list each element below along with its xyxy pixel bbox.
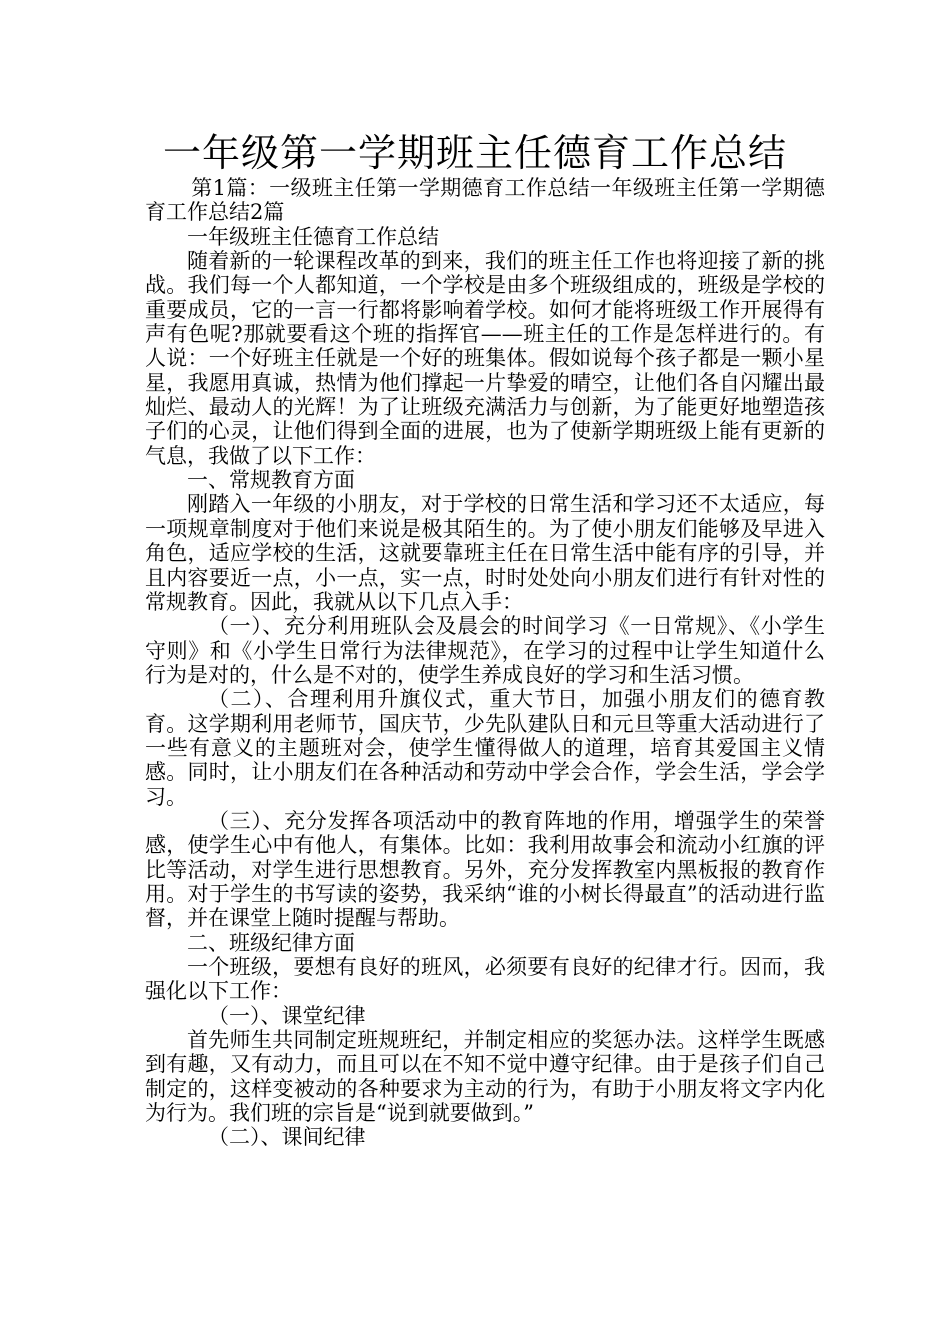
document-body — [145, 176, 825, 1150]
paragraph: （一）、课堂纪律 — [208, 1003, 366, 1028]
paragraph: （二）、课间纪律 — [208, 1125, 366, 1150]
paragraph: 首先师生共同制定班规班纪，并制定相应的奖惩办法。这样学生既感到有趣，又有动力，而且可以在不知不觉中遵守纪律。由于是孩子们自己制定的，这样变被动的各种要求为主动的行为，有助于小朋友将文字内化为行为。我们班的宗旨是“说到就要做到。” — [145, 1028, 825, 1126]
paragraph: 第1篇：一级班主任第一学期德育工作总结一年级班主任第一学期德育工作总结2篇 — [145, 176, 825, 225]
paragraph: （二）、合理利用升旗仪式，重大节日，加强小朋友们的德育教育。这学期利用老师节，国庆节，少先队建队日和元旦等重大活动进行了一些有意义的主题班对会，使学生懂得做人的道理，培育其爱国主义情感。同时，让小朋友们在各种活动和劳动中学会合作，学会生活，学会学习。 — [145, 687, 825, 809]
paragraph: 一个班级，要想有良好的班风，必须要有良好的纪律才行。因而，我强化以下工作： — [145, 955, 825, 1004]
paragraph: 刚踏入一年级的小朋友，对于学校的日常生活和学习还不太适应，每一项规章制度对于他们来说是极其陌生的。为了使小朋友们能够及早进入角色，适应学校的生活，这就要靠班主任在日常生活中能有序的引导，并且内容要近一点，小一点，实一点，时时处处向小朋友们进行有针对性的常规教育。因此，我就从以下几点入手： — [145, 492, 825, 614]
document-title: 一年级第一学期班主任德育工作总结 — [162, 131, 787, 175]
paragraph: 一年级班主任德育工作总结 — [187, 224, 439, 249]
paragraph: 二、班级纪律方面 — [187, 930, 355, 955]
paragraph: 随着新的一轮课程改革的到来，我们的班主任工作也将迎接了新的挑战。我们每一个人都知道，一个学校是由多个班级组成的，班级是学校的重要成员，它的一言一行都将影响着学校。如何才能将班级工作开展得有声有色呢?那就要看这个班的指挥官——班主任的工作是怎样进行的。有人说：一个好班主任就是一个好的班集体。假如说每个孩子都是一颗小星星，我愿用真诚，热情为他们撑起一片挚爱的晴空，让他们各自闪耀出最灿烂、最动人的光辉！为了让班级充满活力与创新，为了能更好地塑造孩子们的心灵，让他们得到全面的进展，也为了使新学期班级上能有更新的气息，我做了以下工作： — [145, 249, 825, 468]
paragraph: （一）、充分利用班队会及晨会的时间学习《一日常规》、《小学生守则》和《小学生日常行为法律规范》，在学习的过程中让学生知道什么行为是对的，什么是不对的，使学生养成良好的学习和生活习惯。 — [145, 614, 825, 687]
paragraph: 一、常规教育方面 — [187, 468, 355, 493]
paragraph: （三）、充分发挥各项活动中的教育阵地的作用，增强学生的荣誉感，使学生心中有他人，有集体。比如：我利用故事会和流动小红旗的评比等活动，对学生进行思想教育。另外，充分发挥教室内黑板报的教育作用。对于学生的书写读的姿势，我采纳“谁的小树长得最直”的活动进行监督，并在课堂上随时提醒与帮助。 — [145, 808, 825, 931]
